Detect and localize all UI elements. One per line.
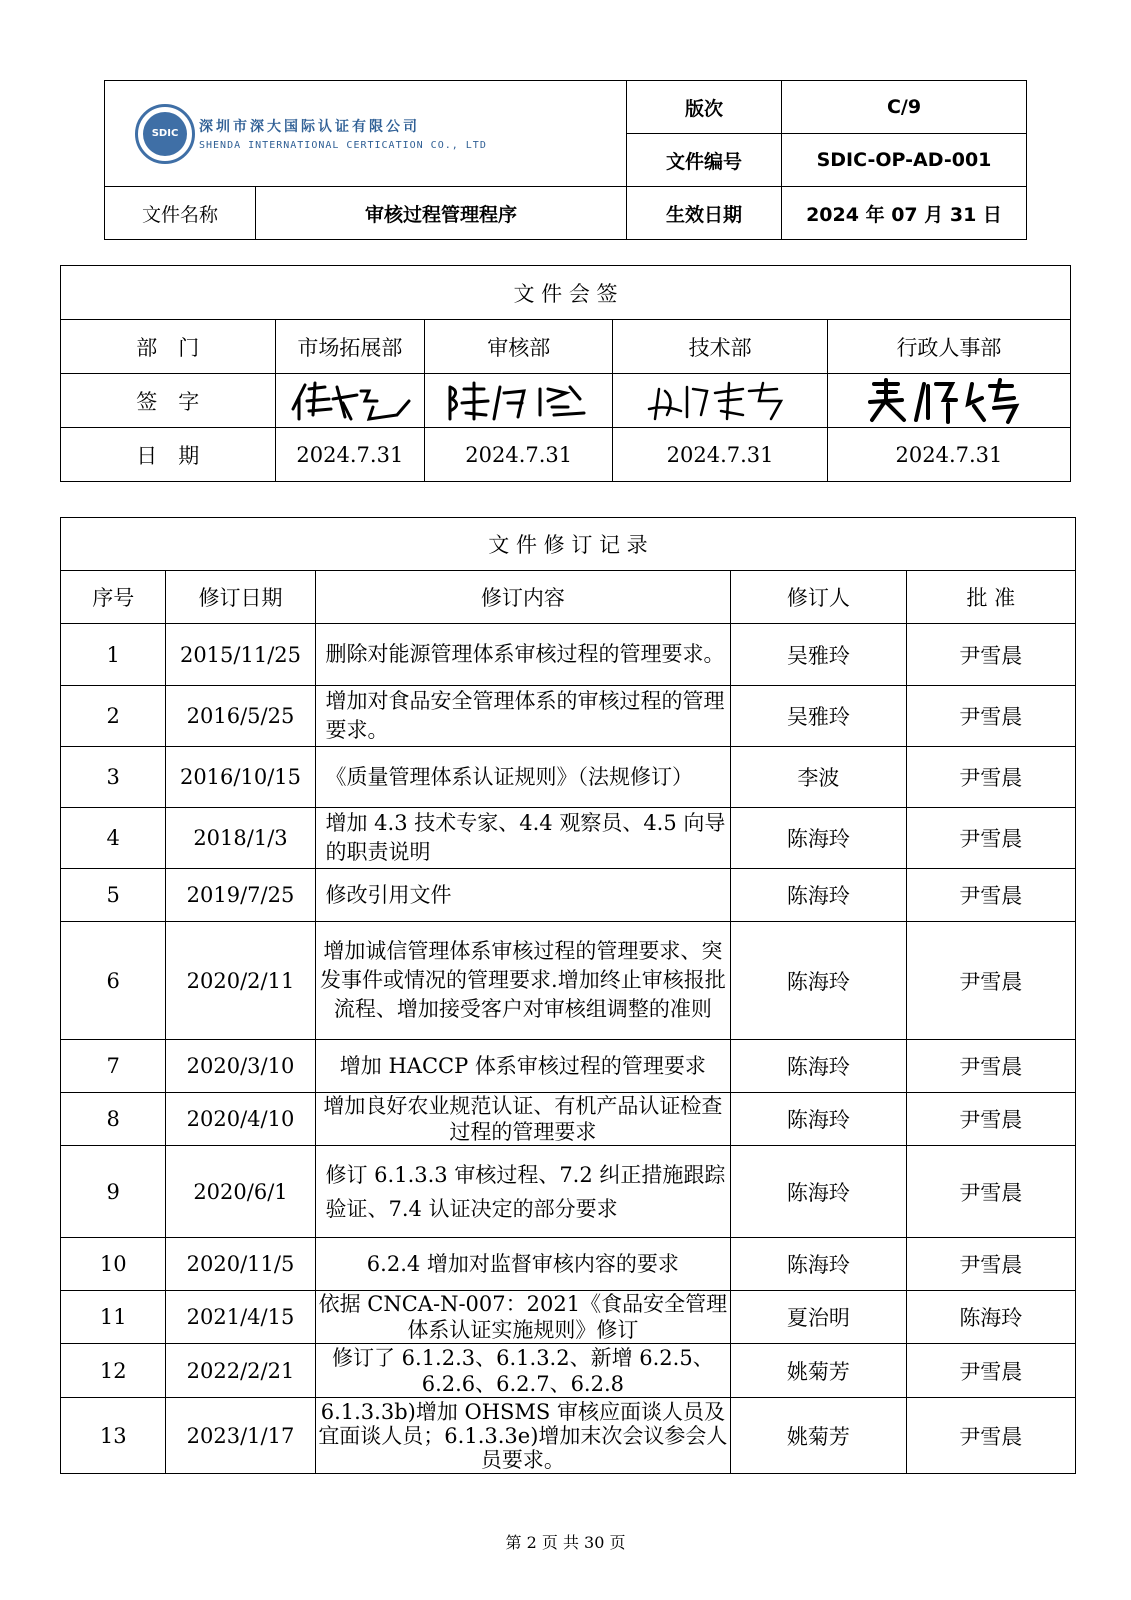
revision-table-title: 文 件 修 订 记 录 <box>61 518 1076 571</box>
table-row: 6 2020/2/11 增加诚信管理体系审核过程的管理要求、突发事件或情况的管理要求.增加终止审核报批流程、增加接受客户对审核组调整的准则 陈海玲 尹雪晨 <box>61 922 1076 1040</box>
table-row: 4 2018/1/3 增加 4.3 技术专家、4.4 观察员、4.5 向导的职责说明 陈海玲 尹雪晨 <box>61 808 1076 869</box>
date-admin: 2024.7.31 <box>827 428 1070 482</box>
col-header-reviser: 修订人 <box>731 571 906 624</box>
col-header-approver: 批 准 <box>906 571 1075 624</box>
table-row: 8 2020/4/10 增加良好农业规范认证、有机产品认证检查过程的管理要求 陈海玲 尹雪晨 <box>61 1093 1076 1146</box>
filename-label: 文件名称 <box>105 187 256 240</box>
company-name-cn: 深圳市深大国际认证有限公司 <box>199 119 420 135</box>
sign-off-table <box>60 265 1071 482</box>
handwritten-signature-icon <box>864 376 1034 426</box>
col-header-no: 序号 <box>61 571 166 624</box>
effective-value: 2024 年 07 月 31 日 <box>782 187 1027 240</box>
docno-value: SDIC-OP-AD-001 <box>782 134 1027 187</box>
version-value: C/9 <box>782 81 1027 134</box>
col-header-date: 修订日期 <box>166 571 315 624</box>
table-row: 7 2020/3/10 增加 HACCP 体系审核过程的管理要求 陈海玲 尹雪晨 <box>61 1040 1076 1093</box>
date-market: 2024.7.31 <box>275 428 425 482</box>
signature-admin <box>827 374 1070 428</box>
filename-value: 审核过程管理程序 <box>256 187 627 240</box>
table-row: 1 2015/11/25 删除对能源管理体系审核过程的管理要求。 吴雅玲 尹雪晨 <box>61 624 1076 686</box>
handwritten-signature-icon <box>444 379 594 423</box>
dept-admin: 行政人事部 <box>827 320 1070 374</box>
handwritten-signature-icon <box>645 379 795 423</box>
table-row: 9 2020/6/1 修订 6.1.3.3 审核过程、7.2 纠正措施跟踪验证、7.4 认证决定的部分要求 陈海玲 尹雪晨 <box>61 1146 1076 1238</box>
dept-label: 部 门 <box>61 320 276 374</box>
sign-table-title: 文 件 会 签 <box>61 266 1071 320</box>
company-name-en: SHENDA INTERNATIONAL CERTICATION CO., LTD <box>199 140 487 151</box>
sign-label: 签 字 <box>61 374 276 428</box>
dept-market: 市场拓展部 <box>275 320 425 374</box>
docno-label: 文件编号 <box>627 134 782 187</box>
dept-audit: 审核部 <box>425 320 613 374</box>
table-row: 13 2023/1/17 6.1.3.3b)增加 OHSMS 审核应面谈人员及宜面谈人员；6.1.3.3e)增加末次会议参会人员要求。 姚菊芳 尹雪晨 <box>61 1398 1076 1474</box>
table-row: 2 2016/5/25 增加对食品安全管理体系的审核过程的管理要求。 吴雅玲 尹雪晨 <box>61 686 1076 747</box>
revision-record-table <box>60 517 1076 1474</box>
signature-tech <box>613 374 828 428</box>
col-header-content: 修订内容 <box>315 571 731 624</box>
signature-market <box>275 374 425 428</box>
table-row: 11 2021/4/15 依据 CNCA-N-007：2021《食品安全管理体系认证实施规则》修订 夏治明 陈海玲 <box>61 1291 1076 1344</box>
signature-audit <box>425 374 613 428</box>
version-label: 版次 <box>627 81 782 134</box>
table-row: 3 2016/10/15 《质量管理体系认证规则》（法规修订） 李波 尹雪晨 <box>61 747 1076 808</box>
table-row: 12 2022/2/21 修订了 6.1.2.3、6.1.3.2、新增 6.2.5、6.2.6、6.2.7、6.2.8 姚菊芳 尹雪晨 <box>61 1344 1076 1398</box>
date-tech: 2024.7.31 <box>613 428 828 482</box>
document-header <box>104 80 1027 240</box>
handwritten-signature-icon <box>285 379 415 423</box>
page-number-footer: 第 2 页 共 30 页 <box>505 1533 626 1552</box>
company-logo-cell <box>105 81 627 187</box>
table-row: 5 2019/7/25 修改引用文件 陈海玲 尹雪晨 <box>61 869 1076 922</box>
date-audit: 2024.7.31 <box>425 428 613 482</box>
dept-tech: 技术部 <box>613 320 828 374</box>
date-label: 日 期 <box>61 428 276 482</box>
effective-label: 生效日期 <box>627 187 782 240</box>
company-logo-icon: SDIC <box>135 104 195 164</box>
table-row: 10 2020/11/5 6.2.4 增加对监督审核内容的要求 陈海玲 尹雪晨 <box>61 1238 1076 1291</box>
